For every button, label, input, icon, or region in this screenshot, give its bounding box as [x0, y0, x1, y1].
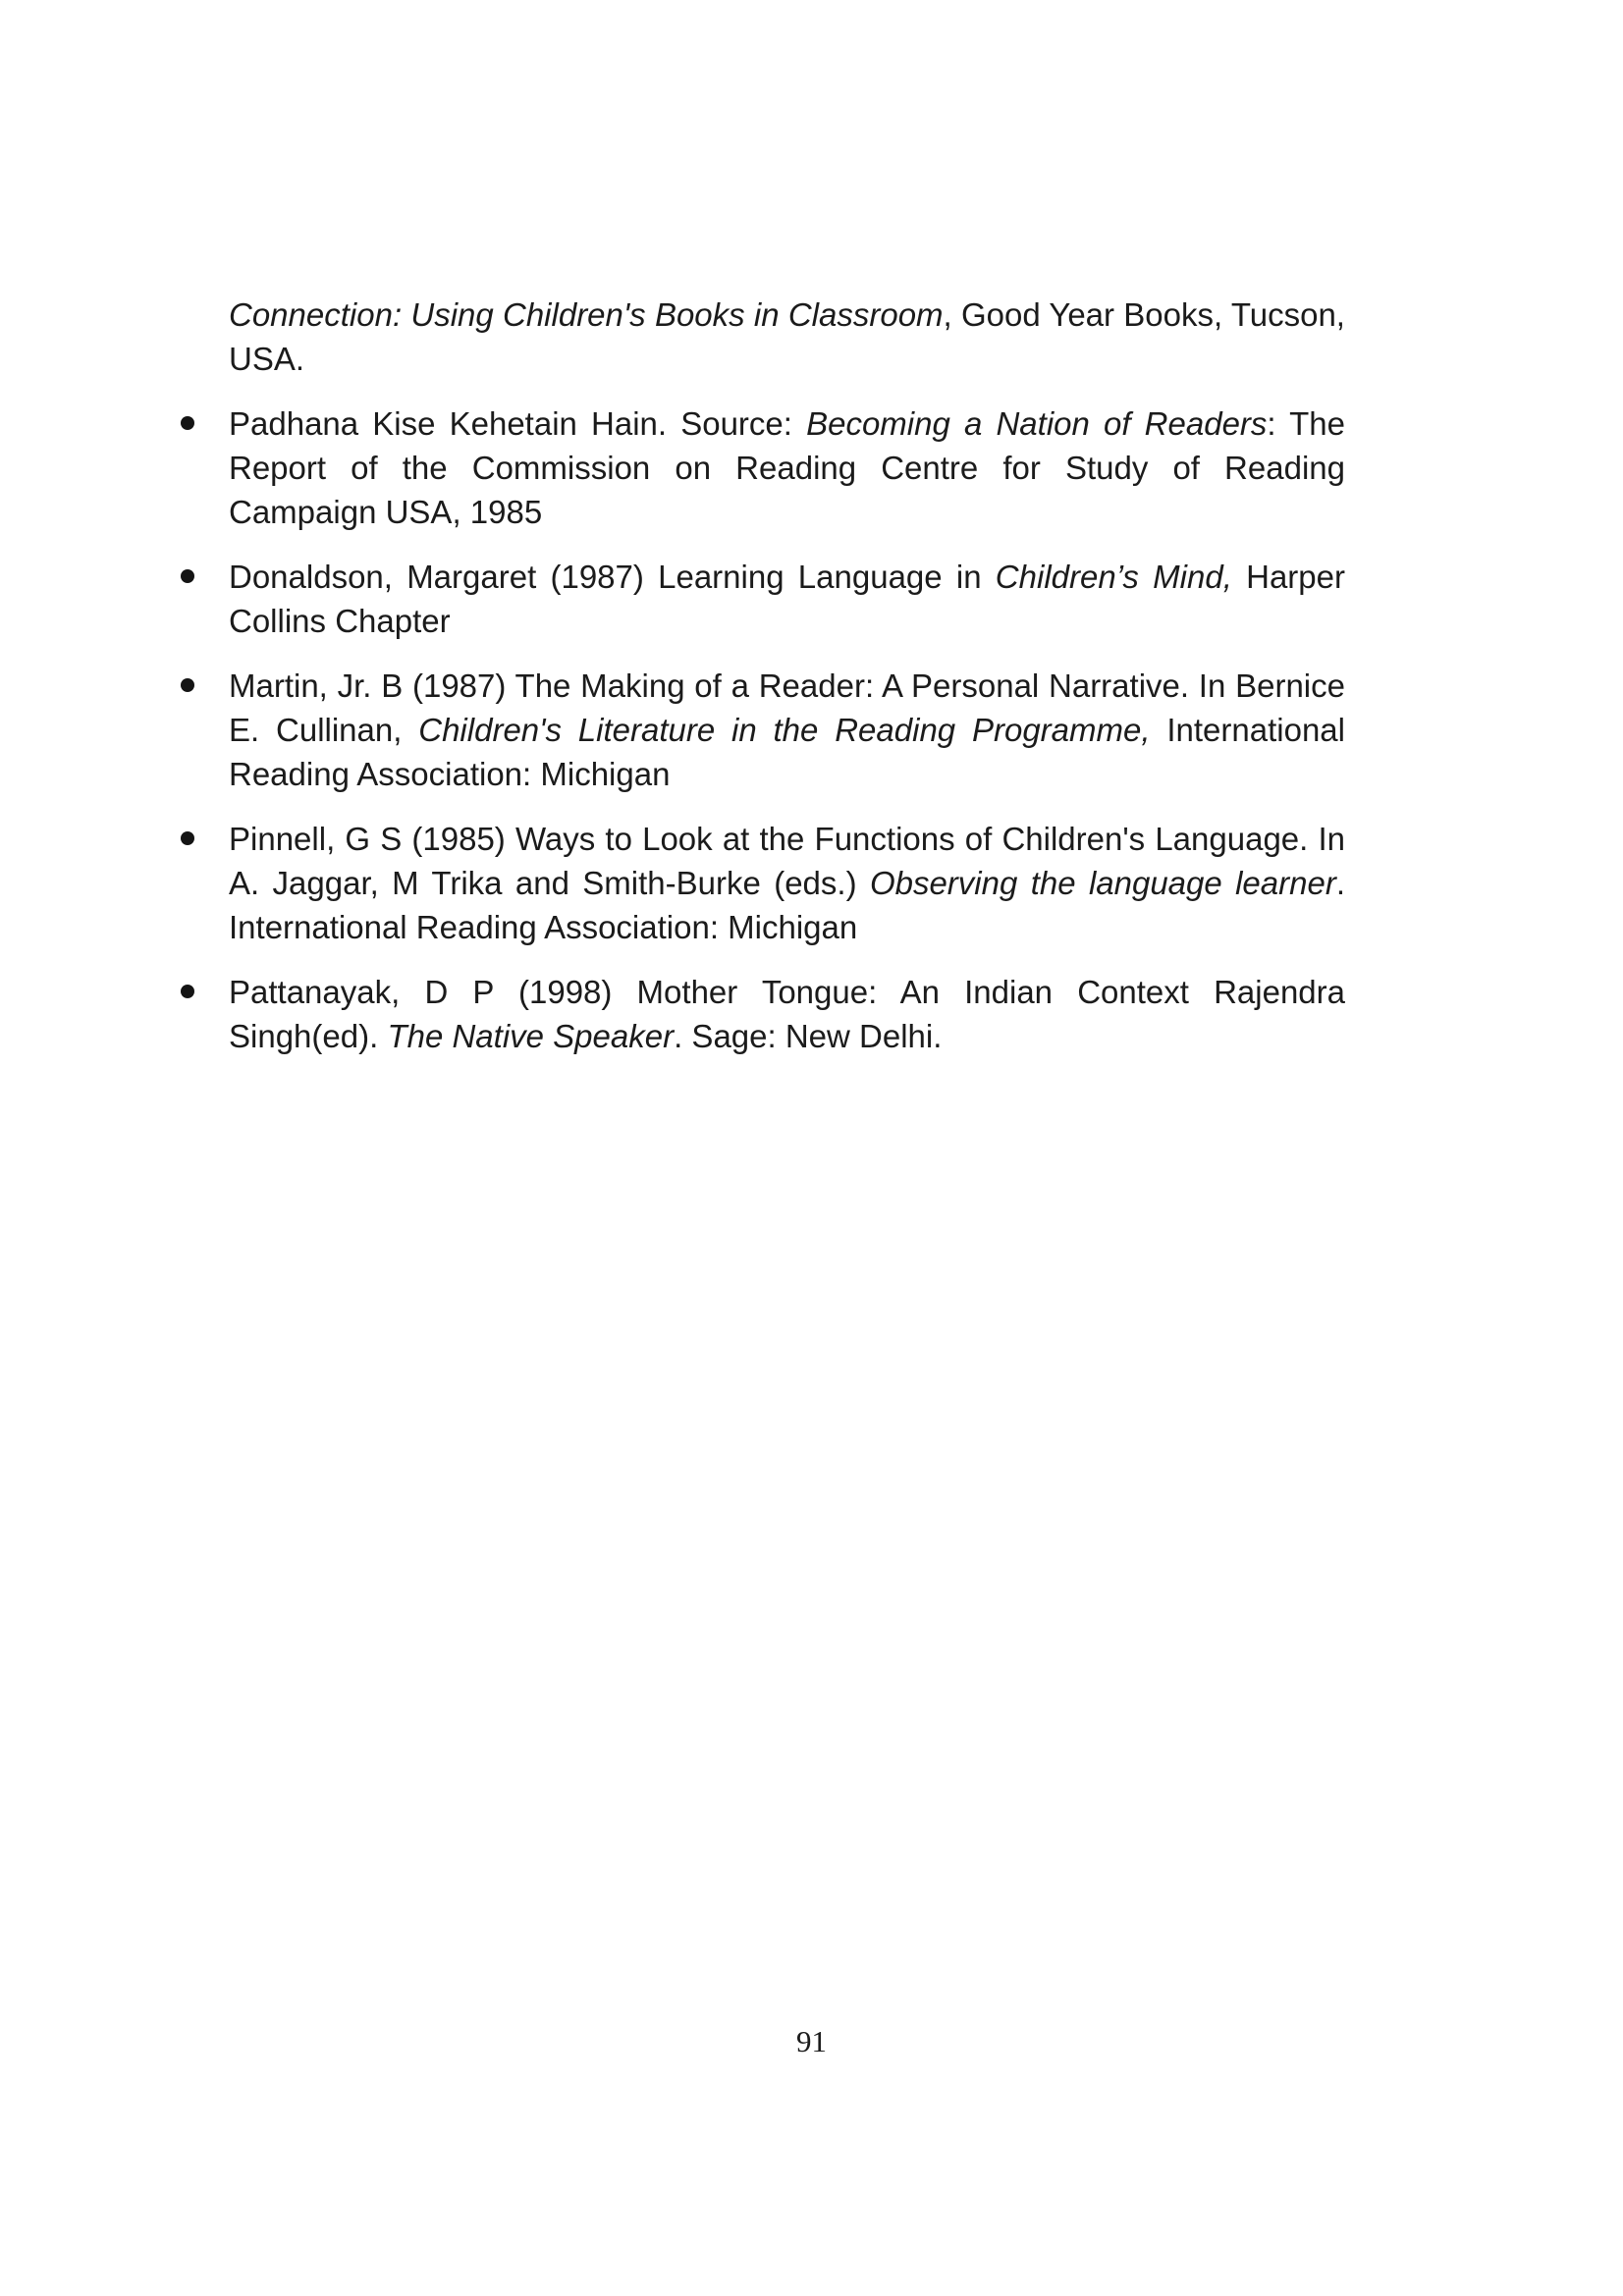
reference-text: [229, 817, 1345, 949]
text-run: : The Report of the Commission on Reading Centre for Study of Reading Campaign USA, 1985: [229, 405, 1346, 530]
text-run: Pinnell, G S (1985) Ways to Look at the Functions of Children's Language. In A. Jaggar, M Trika and Smith-Burke (eds.): [229, 821, 1345, 901]
reference-text: [229, 970, 1345, 1058]
reference-item: [229, 817, 1345, 949]
text-run: Connection: Using Children's Books in Classroom: [229, 296, 944, 333]
reference-text: [229, 664, 1345, 796]
bullet-icon: [181, 985, 194, 998]
text-run: The Native Speaker: [387, 1018, 675, 1054]
text-run: Donaldson, Margaret (1987) Learning Language in: [229, 559, 996, 595]
reference-item: [229, 970, 1345, 1058]
bullet-icon: [181, 831, 194, 845]
reference-item: [229, 401, 1345, 534]
text-run: Padhana Kise Kehetain Hain. Source:: [229, 405, 807, 442]
text-run: Observing the language learner: [869, 865, 1336, 901]
page-number: 91: [796, 2024, 827, 2058]
text-run: . Sage: New Delhi.: [674, 1018, 943, 1054]
text-run: Becoming a Nation of Readers: [806, 405, 1268, 442]
text-run: Martin, Jr. B (1987) The Making of a Reader: A Personal Narrative. In Bernice E. Cullinan,: [229, 667, 1345, 748]
reference-text: [229, 401, 1345, 534]
text-run: International Reading Association: Michigan: [229, 712, 1345, 792]
text-run: Harper Collins Chapter: [229, 559, 1345, 639]
text-run: Children’s Mind,: [995, 559, 1232, 595]
text-run: . International Reading Association: Michigan: [229, 865, 1345, 945]
bullet-icon: [181, 569, 194, 583]
text-run: Children's Literature in the Reading Programme,: [418, 712, 1151, 748]
reference-item: [229, 555, 1345, 643]
text-run: Pattanayak, D P (1998) Mother Tongue: An Indian Context Rajendra Singh(ed).: [229, 974, 1345, 1054]
reference-continuation: [229, 293, 1345, 381]
text-run: , Good Year Books, Tucson, USA.: [229, 296, 1345, 377]
references-list: [229, 293, 1345, 1079]
bullet-icon: [181, 678, 194, 692]
bullet-icon: [181, 416, 194, 430]
reference-item: [229, 664, 1345, 796]
reference-text: [229, 555, 1345, 643]
